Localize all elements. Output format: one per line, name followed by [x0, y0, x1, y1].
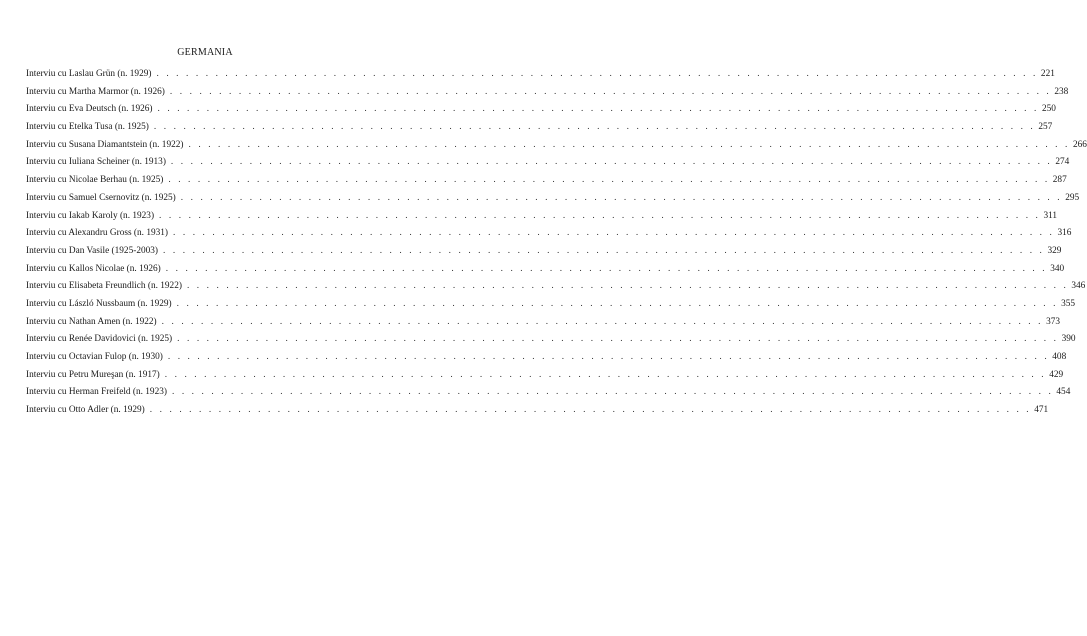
toc-leader-dots: . . . . . . . . . . . . . . . . . . . . . . . . . . . . . . . . . . . . . . . . . . . . . . . . . . . . . . . . . . . . . . . . . . . . . . . . . . . . . . . . . . . . . . . . . . — [167, 352, 1050, 362]
toc-entry — [26, 122, 1053, 140]
toc-entry-page-number: 250 — [1041, 104, 1056, 115]
toc-leader-dots: . . . . . . . . . . . . . . . . . . . . . . . . . . . . . . . . . . . . . . . . . . . . . . . . . . . . . . . . . . . . . . . . . . . . . . . . . . . . . . . . . . . . . . . . . . — [149, 405, 1032, 416]
toc-leader-dots: . . . . . . . . . . . . . . . . . . . . . . . . . . . . . . . . . . . . . . . . . . . . . . . . . . . . . . . . . . . . . . . . . . . . . . . . . . . . . . . . . . . . . . . . . . — [186, 281, 1069, 292]
toc-entry — [26, 298, 1076, 317]
toc-entry-title: Interviu cu Nicolae Berhau (n. 1925) — [26, 175, 164, 186]
toc-entry-title: Interviu cu Herman Freifeld (n. 1923) — [26, 387, 167, 398]
toc-leader-dots: . . . . . . . . . . . . . . . . . . . . . . . . . . . . . . . . . . . . . . . . . . . . . . . . . . . . . . . . . . . . . . . . . . . . . . . . . . . . . . . . . . . . . . . . . . — [153, 122, 1036, 133]
toc-entry-title: Interviu cu Susana Diamantstein (n. 1922) — [26, 139, 184, 150]
toc-leader-dots: . . . . . . . . . . . . . . . . . . . . . . . . . . . . . . . . . . . . . . . . . . . . . . . . . . . . . . . . . . . . . . . . . . . . . . . . . . . . . . . . . . . . . . . . . . — [171, 387, 1054, 398]
toc-entry — [26, 104, 1056, 122]
toc-entry-page-number: 295 — [1065, 192, 1080, 203]
toc-entry — [26, 387, 1071, 405]
toc-entry-title: Interviu cu Elisabeta Freundlich (n. 1922) — [26, 281, 182, 292]
toc-entry-page-number: 221 — [1040, 69, 1055, 79]
toc-entry — [26, 192, 1080, 211]
toc-entry-title: Interviu cu Eva Deutsch (n. 1926) — [26, 104, 153, 115]
toc-entry — [26, 369, 1064, 388]
toc-leader-dots: . . . . . . . . . . . . . . . . . . . . . . . . . . . . . . . . . . . . . . . . . . . . . . . . . . . . . . . . . . . . . . . . . . . . . . . . . . . . . . . . . . . . . . . . . . — [180, 192, 1063, 203]
toc-entry-page-number: 454 — [1056, 387, 1071, 398]
toc-leader-dots: . . . . . . . . . . . . . . . . . . . . . . . . . . . . . . . . . . . . . . . . . . . . . . . . . . . . . . . . . . . . . . . . . . . . . . . . . . . . . . . . . . . . . . . . . . — [176, 298, 1059, 309]
section-title: GERMANIA — [177, 47, 233, 58]
toc-entry-page-number: 429 — [1049, 369, 1064, 380]
toc-entry-page-number: 408 — [1052, 352, 1067, 362]
toc-entry-page-number: 355 — [1061, 298, 1076, 309]
toc-entry-page-number: 340 — [1050, 263, 1065, 274]
toc-leader-dots: . . . . . . . . . . . . . . . . . . . . . . . . . . . . . . . . . . . . . . . . . . . . . . . . . . . . . . . . . . . . . . . . . . . . . . . . . . . . . . . . . . . . . . . . . . — [164, 369, 1047, 380]
toc-entry-title: Interviu cu Octavian Fulop (n. 1930) — [26, 352, 163, 362]
toc-entry — [26, 228, 1072, 246]
toc-leader-dots: . . . . . . . . . . . . . . . . . . . . . . . . . . . . . . . . . . . . . . . . . . . . . . . . . . . . . . . . . . . . . . . . . . . . . . . . . . . . . . . . . . . . . . . . . . — [165, 263, 1048, 274]
toc-entry — [26, 263, 1065, 282]
toc-entry-title: Interviu cu Alexandru Gross (n. 1931) — [26, 228, 169, 239]
toc-entry-page-number: 266 — [1072, 139, 1087, 150]
toc-entry-title: Interviu cu Martha Marmor (n. 1926) — [26, 86, 165, 97]
toc-entry-title: Interviu cu Iuliana Scheiner (n. 1913) — [26, 157, 166, 168]
toc-entry-page-number: 346 — [1071, 281, 1086, 292]
toc-entry-title: Interviu cu Renée Davidovici (n. 1925) — [26, 334, 173, 345]
toc-leader-dots: . . . . . . . . . . . . . . . . . . . . . . . . . . . . . . . . . . . . . . . . . . . . . . . . . . . . . . . . . . . . . . . . . . . . . . . . . . . . . . . . . . . . . . . . . . — [159, 210, 1041, 221]
toc-entry-title: Interviu cu László Nussbaum (n. 1929) — [26, 298, 172, 309]
toc-entry-title: Interviu cu Petru Mureşan (n. 1917) — [26, 369, 160, 380]
toc-entry-page-number: 329 — [1047, 245, 1062, 256]
table-of-contents — [26, 69, 1087, 423]
toc-leader-dots: . . . . . . . . . . . . . . . . . . . . . . . . . . . . . . . . . . . . . . . . . . . . . . . . . . . . . . . . . . . . . . . . . . . . . . . . . . . . . . . . . . . . . . . . . . — [168, 175, 1050, 186]
toc-leader-dots: . . . . . . . . . . . . . . . . . . . . . . . . . . . . . . . . . . . . . . . . . . . . . . . . . . . . . . . . . . . . . . . . . . . . . . . . . . . . . . . . . . . . . . . . . . — [163, 245, 1045, 256]
toc-leader-dots: . . . . . . . . . . . . . . . . . . . . . . . . . . . . . . . . . . . . . . . . . . . . . . . . . . . . . . . . . . . . . . . . . . . . . . . . . . . . . . . . . . . . . . . . . . — [188, 139, 1070, 150]
toc-entry-page-number: 238 — [1054, 86, 1069, 97]
toc-leader-dots: . . . . . . . . . . . . . . . . . . . . . . . . . . . . . . . . . . . . . . . . . . . . . . . . . . . . . . . . . . . . . . . . . . . . . . . . . . . . . . . . . . . . . . . . . . — [177, 334, 1059, 345]
toc-entry-page-number: 390 — [1061, 334, 1076, 345]
toc-leader-dots: . . . . . . . . . . . . . . . . . . . . . . . . . . . . . . . . . . . . . . . . . . . . . . . . . . . . . . . . . . . . . . . . . . . . . . . . . . . . . . . . . . . . . . . . . . — [170, 157, 1053, 168]
toc-entry-title: Interviu cu Samuel Csernovitz (n. 1925) — [26, 192, 176, 203]
toc-entry — [26, 352, 1067, 370]
toc-entry — [26, 157, 1070, 175]
toc-entry — [26, 281, 1086, 299]
toc-entry-title: Interviu cu Laslau Grün (n. 1929) — [26, 69, 152, 79]
toc-entry — [26, 405, 1049, 423]
toc-entry-title: Interviu cu Kallos Nicolae (n. 1926) — [26, 263, 161, 274]
toc-leader-dots: . . . . . . . . . . . . . . . . . . . . . . . . . . . . . . . . . . . . . . . . . . . . . . . . . . . . . . . . . . . . . . . . . . . . . . . . . . . . . . . . . . . . . . . . . . — [156, 69, 1038, 79]
toc-entry — [26, 316, 1061, 335]
toc-entry-page-number: 287 — [1052, 175, 1067, 186]
toc-entry-page-number: 311 — [1043, 210, 1058, 221]
toc-leader-dots: . . . . . . . . . . . . . . . . . . . . . . . . . . . . . . . . . . . . . . . . . . . . . . . . . . . . . . . . . . . . . . . . . . . . . . . . . . . . . . . . . . . . . . . . . . — [157, 104, 1039, 115]
toc-entry-title: Interviu cu Nathan Amen (n. 1922) — [26, 316, 157, 327]
toc-entry — [26, 210, 1058, 229]
toc-leader-dots: . . . . . . . . . . . . . . . . . . . . . . . . . . . . . . . . . . . . . . . . . . . . . . . . . . . . . . . . . . . . . . . . . . . . . . . . . . . . . . . . . . . . . . . . . . — [161, 316, 1044, 327]
toc-entry-title: Interviu cu Iakab Karoly (n. 1923) — [26, 210, 155, 221]
toc-entry-page-number: 373 — [1046, 316, 1061, 327]
toc-entry — [26, 69, 1055, 87]
toc-leader-dots: . . . . . . . . . . . . . . . . . . . . . . . . . . . . . . . . . . . . . . . . . . . . . . . . . . . . . . . . . . . . . . . . . . . . . . . . . . . . . . . . . . . . . . . . . . — [173, 228, 1055, 239]
toc-entry-page-number: 316 — [1057, 228, 1072, 239]
toc-entry — [26, 334, 1076, 352]
toc-entry-title: Interviu cu Dan Vasile (1925-2003) — [26, 245, 159, 256]
toc-leader-dots: . . . . . . . . . . . . . . . . . . . . . . . . . . . . . . . . . . . . . . . . . . . . . . . . . . . . . . . . . . . . . . . . . . . . . . . . . . . . . . . . . . . . . . . . . . — [169, 86, 1052, 97]
toc-entry-title: Interviu cu Otto Adler (n. 1929) — [26, 405, 145, 416]
toc-entry — [26, 86, 1069, 105]
toc-entry — [26, 139, 1087, 158]
toc-entry-page-number: 471 — [1034, 405, 1049, 416]
toc-entry — [26, 245, 1062, 264]
toc-entry-page-number: 274 — [1055, 157, 1070, 168]
toc-entry — [26, 175, 1067, 193]
toc-entry-page-number: 257 — [1038, 122, 1053, 133]
toc-entry-title: Interviu cu Etelka Tusa (n. 1925) — [26, 122, 149, 133]
